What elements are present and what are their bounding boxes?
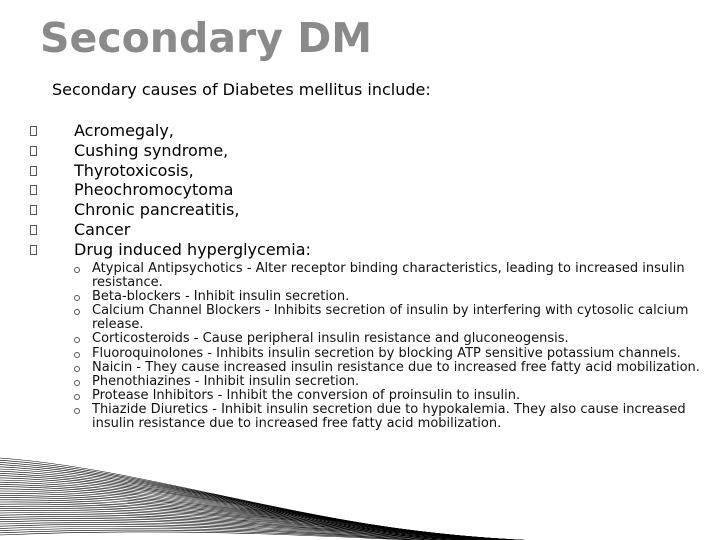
wave-lines [0, 458, 680, 540]
intro-text: Secondary causes of Diabetes mellitus include: [52, 80, 431, 99]
list-item [30, 220, 720, 240]
list-item [74, 347, 704, 361]
drug-text: Beta-blockers - Inhibit insulin secretion. [92, 289, 350, 305]
list-item [30, 200, 720, 220]
cause-label: Acromegaly, [74, 121, 174, 140]
cause-label: Cancer [74, 219, 131, 239]
drug-text: Fluoroquinolones - Inhibits insulin secretion by blocking ATP sensitive potassium channels. [92, 345, 681, 361]
list-item [74, 262, 704, 290]
box-bullet-icon [30, 205, 37, 215]
cause-label: Thyrotoxicosis, [74, 160, 194, 180]
list-item [74, 304, 704, 332]
cause-label: Drug induced hyperglycemia: [74, 239, 311, 259]
box-bullet-icon [30, 146, 37, 156]
slide-title: Secondary DM [40, 14, 373, 62]
list-item [30, 240, 720, 260]
causes-list [30, 121, 720, 260]
drug-text: Protease Inhibitors - Inhibit the conversion of proinsulin to insulin. [92, 387, 521, 403]
wave-line [0, 523, 660, 540]
list-item [74, 290, 704, 304]
ring-bullet-icon [74, 380, 80, 386]
drug-text: Atypical Antipsychotics - Alter receptor binding characteristics, leading to increased insulin resistance. [92, 261, 685, 291]
box-bullet-icon [30, 225, 37, 235]
drug-list [74, 262, 704, 431]
list-item [74, 389, 704, 403]
drug-text: Corticosteroids - Cause peripheral insulin resistance and gluconeogensis. [92, 331, 569, 347]
ring-bullet-icon [74, 352, 80, 358]
ring-bullet-icon [74, 337, 80, 343]
ring-bullet-icon [74, 366, 80, 372]
ring-bullet-icon [74, 295, 80, 301]
drug-text: Naicin - They cause increased insulin resistance due to increased free fatty acid mobilization. [92, 359, 700, 375]
box-bullet-icon [30, 245, 37, 255]
list-item [30, 121, 720, 141]
box-bullet-icon [30, 185, 37, 195]
box-bullet-icon [30, 166, 37, 176]
drug-text: Thiazide Diuretics - Inhibit insulin secretion due to hypokalemia. They also cause increased insulin resistance due to increased free fatty acid mobilization. [92, 401, 686, 432]
drug-text: Calcium Channel Blockers - Inhibits secretion of insulin by interfering with cytosolic calcium release. [92, 303, 689, 333]
box-bullet-icon [30, 126, 37, 136]
list-item [30, 180, 720, 200]
ring-bullet-icon [74, 309, 80, 315]
wave-line [0, 458, 540, 540]
ring-bullet-icon [74, 408, 80, 414]
cause-label: Cushing syndrome, [74, 140, 229, 160]
list-item [74, 403, 704, 431]
ring-bullet-icon [74, 394, 80, 400]
drug-text: Phenothiazines - Inhibit insulin secretion. [92, 373, 360, 389]
list-item [30, 161, 720, 181]
cause-label: Chronic pancreatitis, [74, 200, 240, 220]
cause-label: Pheochromocytoma [74, 180, 234, 200]
list-item [30, 141, 720, 161]
list-item [74, 332, 704, 346]
wave-decoration [0, 440, 720, 540]
list-item [74, 375, 704, 389]
ring-bullet-icon [74, 267, 80, 273]
list-item [74, 361, 704, 375]
